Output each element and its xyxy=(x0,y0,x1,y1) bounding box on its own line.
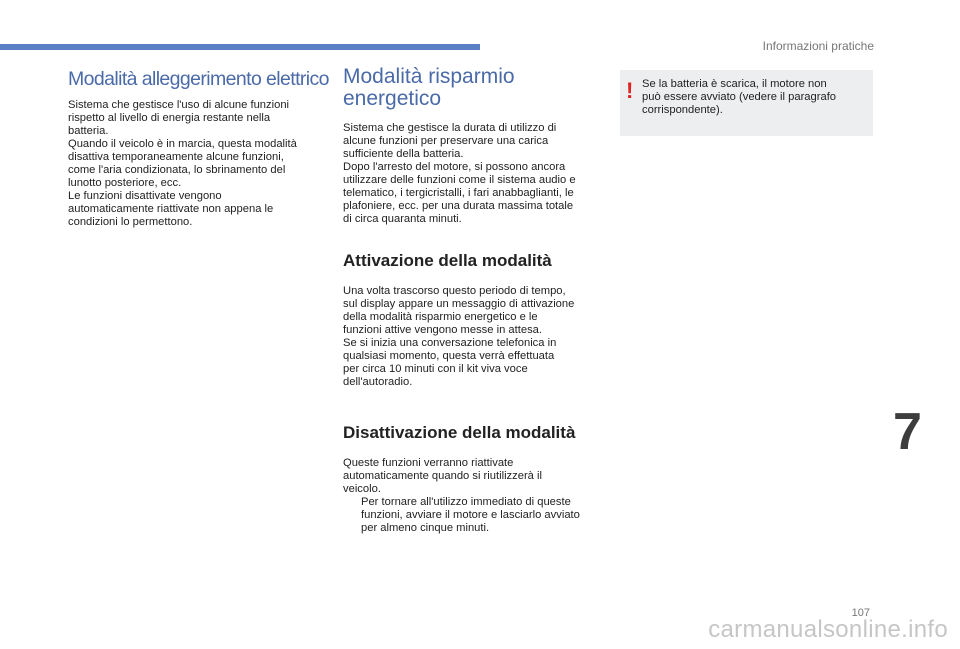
paragraph-electric-lightening: Sistema che gestisce l'uso di alcune funzioni rispetto al livello di energia restante nella batteria. Quando il veicolo è in marcia, questa modalità disattiva temporaneamente alcune funzioni, come l'aria condizionata, lo sbrinamento del lunotto posteriore, ecc. Le funzioni disattivate vengono automaticamente riattivate non appena le condizioni lo permettono. xyxy=(68,99,297,228)
list-item xyxy=(343,496,605,535)
chapter-number: 7 xyxy=(893,403,922,461)
paragraph-deactivation: Queste funzioni verranno riattivate automaticamente quando si riutilizzerà il veicolo. xyxy=(343,457,542,495)
heading-electric-lightening: Modalità alleggerimento elettrico xyxy=(68,68,329,90)
paragraph-energy-saving-intro: Sistema che gestisce la durata di utilizzo di alcune funzioni per preservare una carica sufficiente della batteria. Dopo l'arresto del motore, si possono ancora utilizzare delle funzioni come il sistema audio e telematico, i tergicristalli, i fari anabbaglianti, le plafoniere, ecc. per una durata massima totale di circa quaranta minuti. xyxy=(343,122,576,225)
heading-energy-saving: Modalità risparmio energetico xyxy=(343,65,515,110)
section-title: Informazioni pratiche xyxy=(762,39,874,53)
header-accent-bar xyxy=(0,44,480,50)
paragraph-activation: Una volta trascorso questo periodo di tempo, sul display appare un messaggio di attivazione della modalità risparmio energetico e le funzioni attive vengono messe in attesa. Se si inizia una conversazione telefonica in qualsiasi momento, questa verrà effettuata per circa 10 minuti con il kit viva voce dell'autoradio. xyxy=(343,285,575,388)
watermark: carmanualsonline.info xyxy=(708,616,948,643)
bullet-text: Per tornare all'utilizzo immediato di queste funzioni, avviare il motore e lasciarlo avviato per almeno cinque minuti. xyxy=(361,496,580,534)
column-electric-lightening xyxy=(68,66,330,229)
column-energy-saving xyxy=(343,66,605,535)
page-number: 107 xyxy=(851,607,870,619)
arrow-bullet-icon xyxy=(343,496,361,535)
warning-text: Se la batteria è scarica, il motore non può essere avviato (vedere il paragrafo corrispondente). xyxy=(642,78,837,116)
warning-note xyxy=(620,70,873,136)
heading-deactivation: Disattivazione della modalità xyxy=(343,423,576,442)
heading-activation: Attivazione della modalità xyxy=(343,251,552,270)
warning-icon: ! xyxy=(626,78,634,103)
